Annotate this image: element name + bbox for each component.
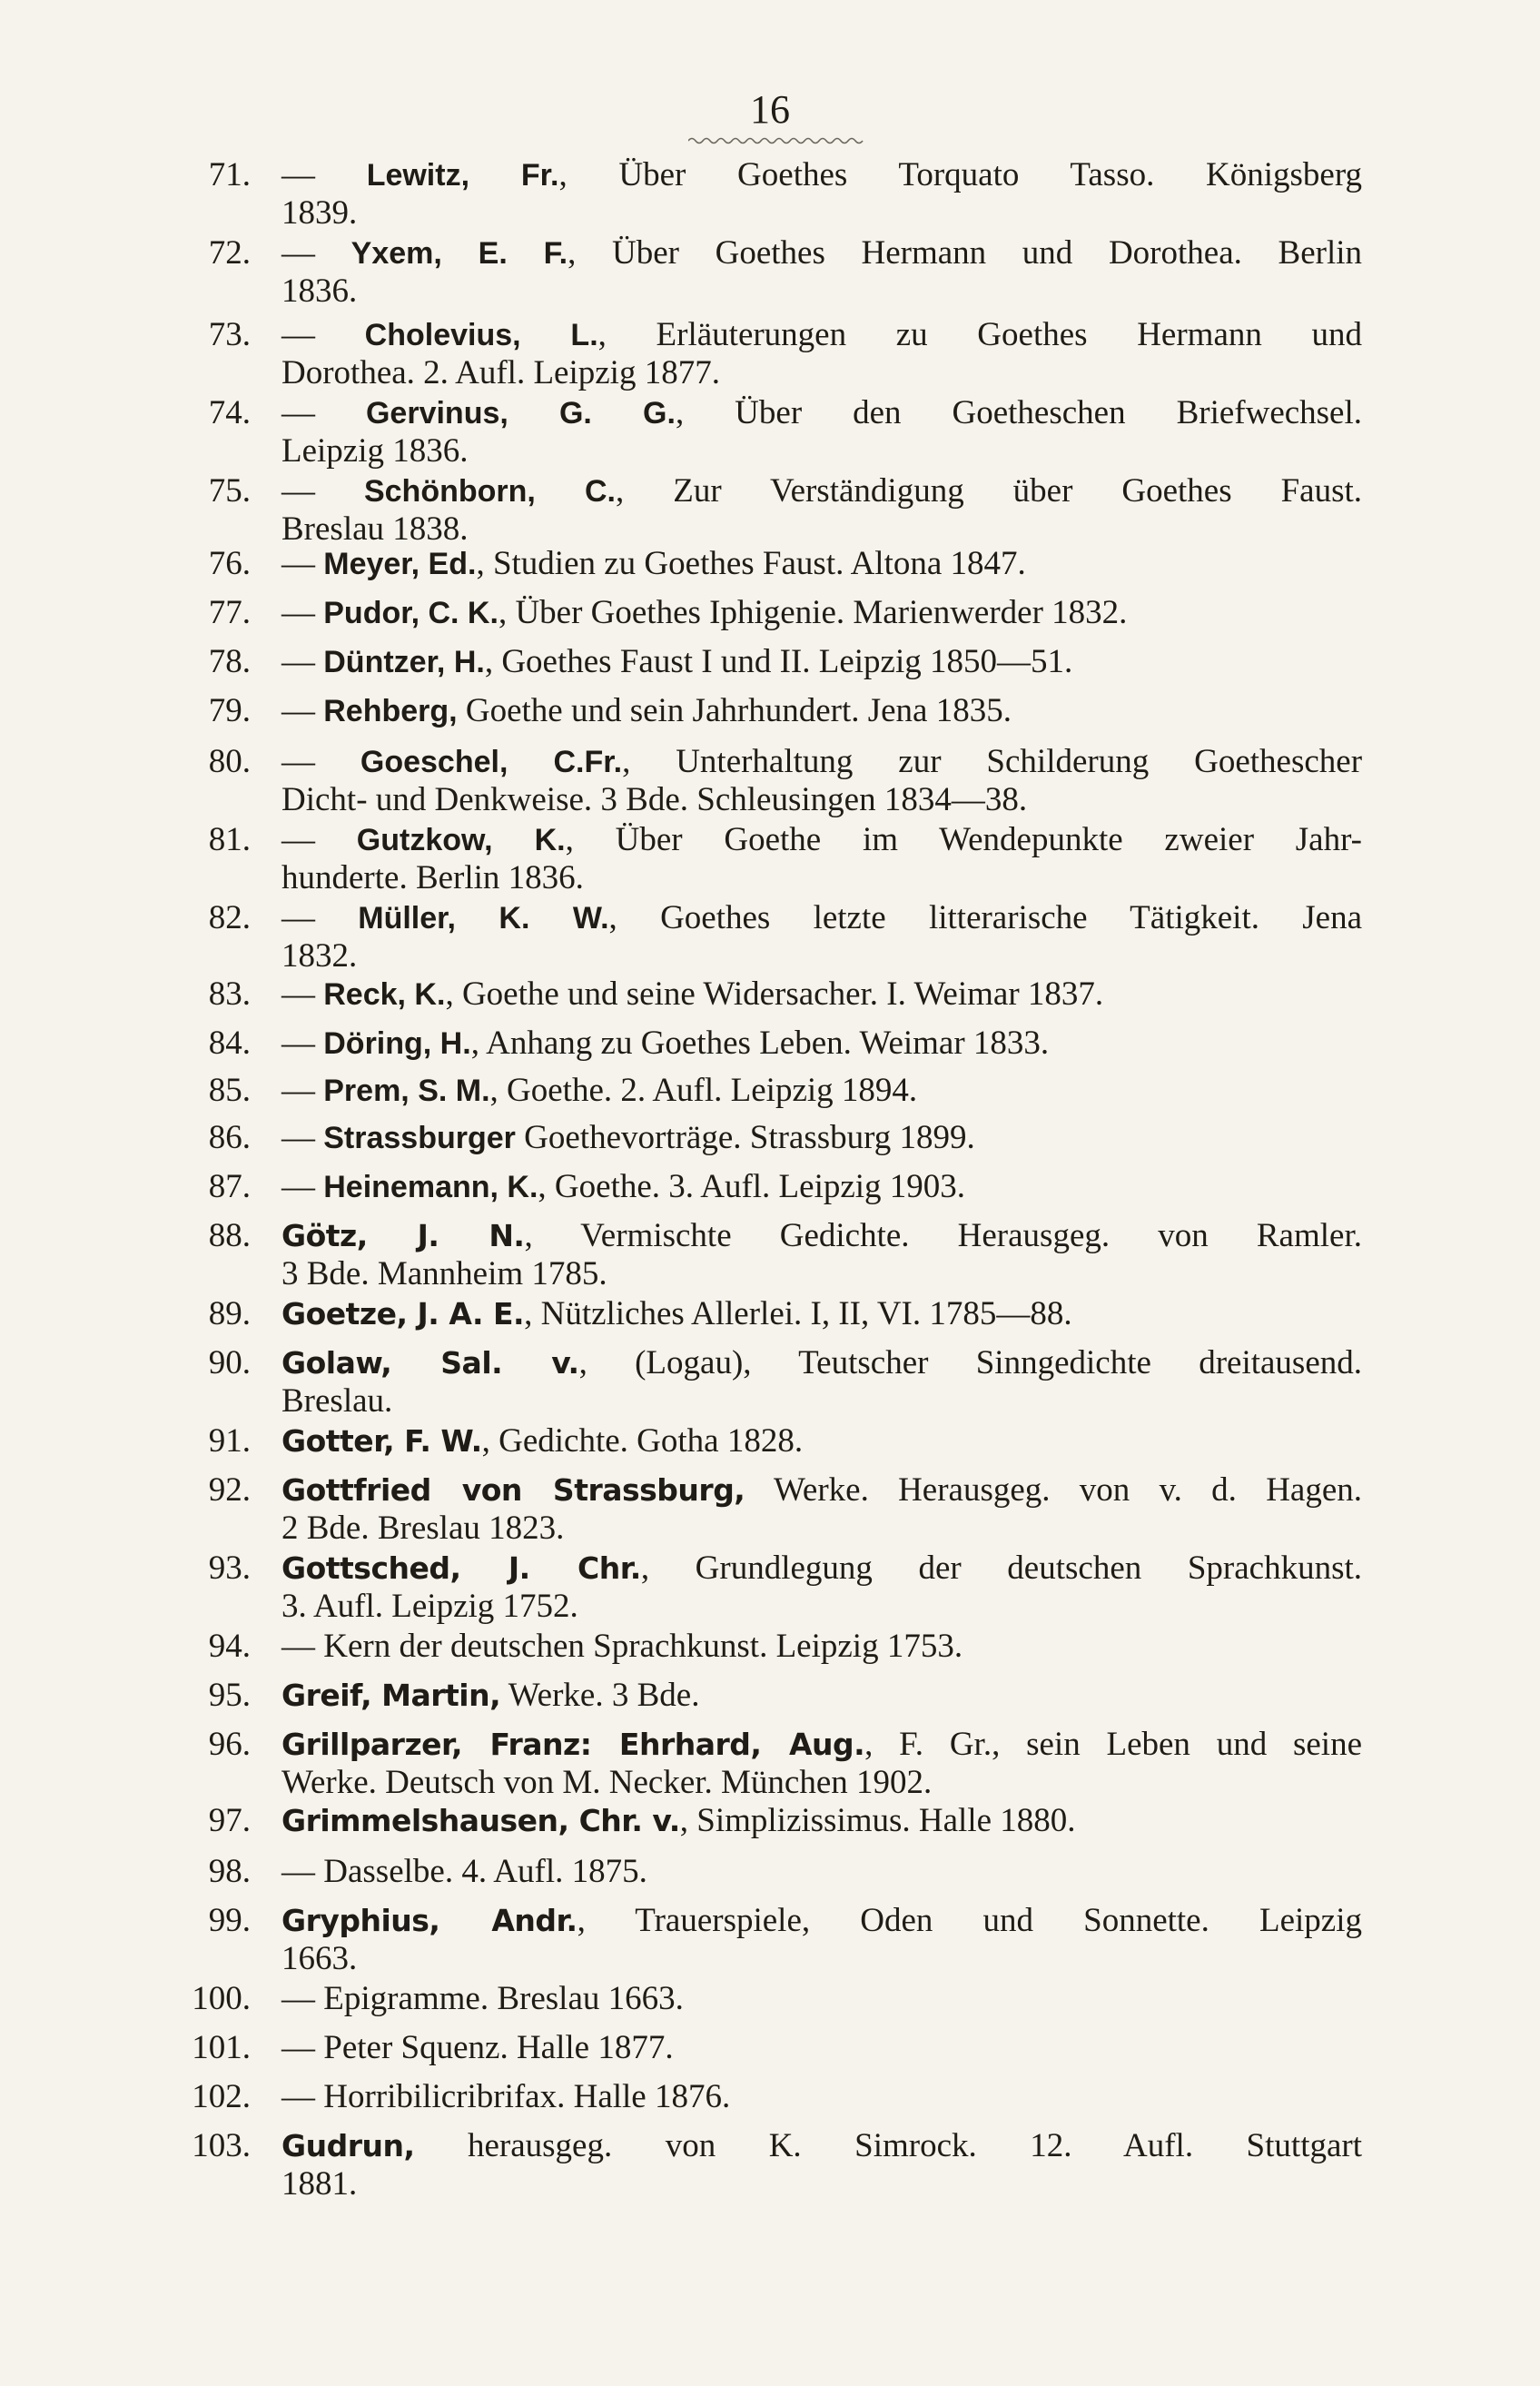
- entry-author: Gottsched, J. Chr.: [281, 1550, 641, 1586]
- entry-title: , Über Goethes Hermann und Dorothea. Berlin: [568, 234, 1363, 272]
- entry-title: , Unterhaltung zur Schilderung Goethescher: [622, 743, 1363, 780]
- entry-continuation-line: Breslau 1838.: [281, 510, 469, 548]
- entry-continuation-line: Dorothea. 2. Aufl. Leipzig 1877.: [281, 354, 720, 391]
- entry-number: 87.: [208, 1168, 251, 1205]
- ditto-dash: —: [281, 594, 324, 631]
- entry-text: [281, 692, 1362, 730]
- entry-text: [281, 1471, 1362, 1548]
- entry-number: 82.: [208, 899, 251, 936]
- entry-title: , Über Goethe im Wendepunkte zweier Jahr-: [565, 821, 1363, 858]
- entry-text: [281, 1344, 1362, 1421]
- entry-first-line: [281, 472, 1362, 510]
- entry-first-line: [281, 1902, 1362, 1940]
- entry-text: [281, 1802, 1362, 1840]
- entry-author: Strassburger: [323, 1121, 516, 1155]
- entry-continuation-line: 1832.: [281, 937, 358, 975]
- entry-text: [281, 1295, 1362, 1333]
- entry-author: Gryphius, Andr.: [281, 1903, 578, 1938]
- entry-first-line: [281, 1802, 1362, 1840]
- entry-first-line: [281, 975, 1362, 1014]
- entry-title: Epigramme. Breslau 1663.: [323, 1980, 684, 2017]
- entry-title: , Studien zu Goethes Faust. Altona 1847.: [476, 545, 1026, 582]
- entry-number: 76.: [208, 545, 251, 582]
- entry-continuation-line: Leipzig 1836.: [281, 432, 469, 470]
- entry-number: 91.: [208, 1422, 251, 1460]
- ditto-dash: —: [281, 472, 364, 510]
- entry-title: , Goethe und seine Widersacher. I. Weimar 1837.: [445, 975, 1104, 1013]
- entry-title: , Goethe. 2. Aufl. Leipzig 1894.: [489, 1072, 918, 1109]
- entry-title: Peter Squenz. Halle 1877.: [323, 2029, 674, 2066]
- entry-author: Meyer, Ed.: [323, 547, 477, 581]
- entry-author: Reck, K.: [323, 977, 446, 1012]
- entry-author: Grillparzer, Franz: Ehrhard, Aug.: [281, 1727, 865, 1762]
- entry-number: 93.: [208, 1549, 251, 1587]
- entry-text: [281, 594, 1362, 632]
- entry-title: , Über Goethes Iphigenie. Marienwerder 1832.: [498, 594, 1128, 631]
- entry-first-line: [281, 2029, 1362, 2067]
- entry-title: herausgeg. von K. Simrock. 12. Aufl. Stuttgart: [414, 2127, 1362, 2164]
- entry-first-line: [281, 899, 1362, 937]
- entry-text: [281, 1902, 1362, 1978]
- entry-number: 98.: [208, 1853, 251, 1890]
- entry-author: Döring, H.: [323, 1026, 471, 1061]
- entry-number: 94.: [208, 1628, 251, 1665]
- entry-author: Lewitz, Fr.: [366, 158, 559, 193]
- entry-text: [281, 1119, 1362, 1157]
- entry-author: Pudor, C. K.: [323, 596, 499, 630]
- entry-first-line: [281, 1344, 1362, 1382]
- entry-text: [281, 1072, 1362, 1110]
- entry-author: Gutzkow, K.: [356, 823, 566, 857]
- entry-text: [281, 643, 1362, 681]
- entry-first-line: [281, 1168, 1362, 1206]
- entry-first-line: [281, 1072, 1362, 1110]
- entry-text: [281, 1628, 1362, 1666]
- ditto-dash: —: [281, 156, 367, 193]
- entry-title: , Grundlegung der deutschen Sprachkunst.: [640, 1549, 1363, 1587]
- ditto-dash: —: [281, 975, 324, 1013]
- entry-number: 72.: [208, 234, 251, 272]
- entry-text: [281, 316, 1362, 392]
- entry-number: 92.: [208, 1471, 251, 1509]
- entry-author: Rehberg,: [323, 694, 458, 728]
- entry-first-line: [281, 1677, 1362, 1715]
- entry-text: [281, 156, 1362, 233]
- ditto-dash: —: [281, 1025, 324, 1062]
- entry-text: [281, 394, 1362, 470]
- ditto-dash: —: [281, 1072, 324, 1109]
- entry-text: [281, 1677, 1362, 1715]
- entry-title: , Anhang zu Goethes Leben. Weimar 1833.: [470, 1025, 1050, 1062]
- entry-continuation-line: hunderte. Berlin 1836.: [281, 859, 584, 896]
- entry-continuation-line: Werke. Deutsch von M. Necker. München 1902.: [281, 1764, 933, 1801]
- entry-number: 103.: [192, 2127, 251, 2164]
- entry-title: Goethe und sein Jahrhundert. Jena 1835.: [457, 692, 1012, 729]
- entry-number: 79.: [208, 692, 251, 729]
- entry-title: Kern der deutschen Sprachkunst. Leipzig 1753.: [323, 1628, 963, 1665]
- entry-title: , Über den Goetheschen Briefwechsel.: [675, 394, 1363, 431]
- entry-title: , Gedichte. Gotha 1828.: [481, 1422, 804, 1460]
- entry-continuation-line: 3 Bde. Mannheim 1785.: [281, 1255, 607, 1292]
- entry-text: [281, 1217, 1362, 1293]
- entry-number: 100.: [192, 1980, 251, 2017]
- entry-author: Prem, S. M.: [323, 1074, 490, 1108]
- ditto-dash: —: [281, 1119, 324, 1156]
- entry-first-line: [281, 692, 1362, 730]
- entry-title: , Zur Verständigung über Goethes Faust.: [616, 472, 1363, 510]
- entry-number: 77.: [208, 594, 251, 631]
- entry-continuation-line: 1836.: [281, 272, 358, 310]
- entry-continuation-line: 1663.: [281, 1940, 358, 1977]
- entry-title: , Goethe. 3. Aufl. Leipzig 1903.: [538, 1168, 966, 1205]
- entry-text: [281, 1853, 1362, 1891]
- entry-first-line: [281, 1628, 1362, 1666]
- entry-number: 83.: [208, 975, 251, 1013]
- entry-first-line: [281, 1853, 1362, 1891]
- ditto-dash: —: [281, 1980, 324, 2017]
- entry-author: Goetze, J. A. E.: [281, 1296, 525, 1332]
- entry-title: , Goethes letzte litterarische Tätigkeit. Jena: [608, 899, 1362, 936]
- entry-number: 95.: [208, 1677, 251, 1714]
- page-number: 16: [750, 87, 790, 132]
- entry-author: Grimmelshausen, Chr. v.: [281, 1803, 680, 1838]
- entry-number: 85.: [208, 1072, 251, 1109]
- entry-title: Dasselbe. 4. Aufl. 1875.: [323, 1853, 647, 1890]
- entry-first-line: [281, 1295, 1362, 1333]
- entry-title: , Simplizissimus. Halle 1880.: [679, 1802, 1076, 1839]
- ditto-dash: —: [281, 316, 365, 353]
- entry-title: , Goethes Faust I und II. Leipzig 1850—51.: [484, 643, 1073, 680]
- entry-text: [281, 234, 1362, 311]
- ditto-dash: —: [281, 394, 366, 431]
- entry-number: 89.: [208, 1295, 251, 1332]
- entry-continuation-line: 1881.: [281, 2165, 358, 2203]
- entry-first-line: [281, 1471, 1362, 1510]
- entry-first-line: [281, 2078, 1362, 2116]
- entry-first-line: [281, 743, 1362, 781]
- ditto-dash: —: [281, 1628, 324, 1665]
- ditto-dash: —: [281, 643, 324, 680]
- entry-continuation-line: Dicht- und Denkweise. 3 Bde. Schleusingen 1834—38.: [281, 781, 1028, 818]
- entry-text: [281, 1025, 1362, 1063]
- entry-author: Goeschel, C.Fr.: [360, 745, 623, 779]
- entry-first-line: [281, 394, 1362, 432]
- entry-first-line: [281, 1217, 1362, 1255]
- entry-author: Cholevius, L.: [364, 318, 598, 352]
- entry-text: [281, 1422, 1362, 1460]
- entry-continuation-line: 3. Aufl. Leipzig 1752.: [281, 1588, 578, 1625]
- entry-author: Golaw, Sal. v.: [281, 1345, 579, 1381]
- entry-number: 71.: [208, 156, 251, 193]
- entry-author: Gervinus, G. G.: [365, 396, 676, 431]
- ditto-dash: —: [281, 234, 351, 272]
- entry-text: [281, 2029, 1362, 2067]
- entry-number: 75.: [208, 472, 251, 510]
- entry-number: 74.: [208, 394, 251, 431]
- entry-first-line: [281, 1119, 1362, 1157]
- entry-title: , Über Goethes Torquato Tasso. Königsberg: [558, 156, 1363, 193]
- entry-text: [281, 1726, 1362, 1802]
- ditto-dash: —: [281, 545, 324, 582]
- entry-author: Gottfried von Strassburg,: [281, 1472, 745, 1508]
- ditto-dash: —: [281, 2078, 324, 2115]
- entry-first-line: [281, 594, 1362, 632]
- entry-text: [281, 2078, 1362, 2116]
- entry-text: [281, 472, 1362, 549]
- entry-author: Götz, J. N.: [281, 1218, 525, 1253]
- entry-first-line: [281, 2127, 1362, 2165]
- entry-first-line: [281, 1549, 1362, 1588]
- entry-first-line: [281, 643, 1362, 681]
- entry-continuation-line: Breslau.: [281, 1382, 393, 1420]
- entry-title: Werke. Herausgeg. von v. d. Hagen.: [745, 1471, 1363, 1509]
- entry-text: [281, 975, 1362, 1014]
- entry-title: , F. Gr., sein Leben und seine: [864, 1726, 1363, 1763]
- entry-number: 73.: [208, 316, 251, 353]
- entry-text: [281, 2127, 1362, 2203]
- entry-text: [281, 1549, 1362, 1626]
- entry-continuation-line: 1839.: [281, 194, 358, 232]
- entry-text: [281, 743, 1362, 819]
- entry-author: Gotter, F. W.: [281, 1423, 482, 1459]
- entry-title: , Erläuterungen zu Goethes Hermann und: [597, 316, 1363, 353]
- entry-number: 90.: [208, 1344, 251, 1381]
- entry-text: [281, 899, 1362, 975]
- entry-author: Yxem, E. F.: [350, 236, 568, 271]
- ditto-dash: —: [281, 2029, 324, 2066]
- entry-continuation-line: 2 Bde. Breslau 1823.: [281, 1510, 565, 1547]
- ditto-dash: —: [281, 1853, 324, 1890]
- entry-number: 86.: [208, 1119, 251, 1156]
- entry-text: [281, 821, 1362, 897]
- entry-first-line: [281, 156, 1362, 194]
- entry-first-line: [281, 821, 1362, 859]
- entry-title: Goethevorträge. Strassburg 1899.: [515, 1119, 975, 1156]
- entry-title: , (Logau), Teutscher Sinngedichte dreitausend.: [578, 1344, 1363, 1381]
- entry-text: [281, 1168, 1362, 1206]
- entry-number: 96.: [208, 1726, 251, 1763]
- entry-first-line: [281, 234, 1362, 272]
- entry-first-line: [281, 1726, 1362, 1764]
- entry-title: , Trauerspiele, Oden und Sonnette. Leipzig: [577, 1902, 1362, 1939]
- ditto-dash: —: [281, 743, 360, 780]
- entry-first-line: [281, 1422, 1362, 1460]
- entry-author: Müller, K. W.: [358, 901, 609, 936]
- entry-number: 80.: [208, 743, 251, 780]
- entry-first-line: [281, 1025, 1362, 1063]
- entry-number: 101.: [192, 2029, 251, 2066]
- entry-author: Greif, Martin,: [281, 1678, 501, 1713]
- ditto-dash: —: [281, 1168, 324, 1205]
- entry-number: 102.: [192, 2078, 251, 2115]
- wavy-rule: [688, 136, 866, 145]
- entry-author: Heinemann, K.: [323, 1170, 538, 1204]
- ditto-dash: —: [281, 899, 359, 936]
- entry-number: 81.: [208, 821, 251, 858]
- entry-author: Gudrun,: [281, 2128, 415, 2163]
- ditto-dash: —: [281, 692, 324, 729]
- entry-number: 97.: [208, 1802, 251, 1839]
- entry-number: 99.: [208, 1902, 251, 1939]
- entry-first-line: [281, 316, 1362, 354]
- entry-text: [281, 1980, 1362, 2018]
- entry-author: Schönborn, C.: [363, 474, 617, 509]
- entry-number: 84.: [208, 1025, 251, 1062]
- entry-number: 88.: [208, 1217, 251, 1254]
- entry-title: Werke. 3 Bde.: [500, 1677, 700, 1714]
- entry-text: [281, 545, 1362, 583]
- entry-title: , Vermischte Gedichte. Herausgeg. von Ramler.: [524, 1217, 1362, 1254]
- entry-number: 78.: [208, 643, 251, 680]
- entry-author: Düntzer, H.: [323, 645, 485, 679]
- entry-title: , Nützliches Allerlei. I, II, VI. 1785—88.: [524, 1295, 1072, 1332]
- ditto-dash: —: [281, 821, 357, 858]
- entry-first-line: [281, 1980, 1362, 2018]
- entry-title: Horribilicribrifax. Halle 1876.: [323, 2078, 731, 2115]
- entry-first-line: [281, 545, 1362, 583]
